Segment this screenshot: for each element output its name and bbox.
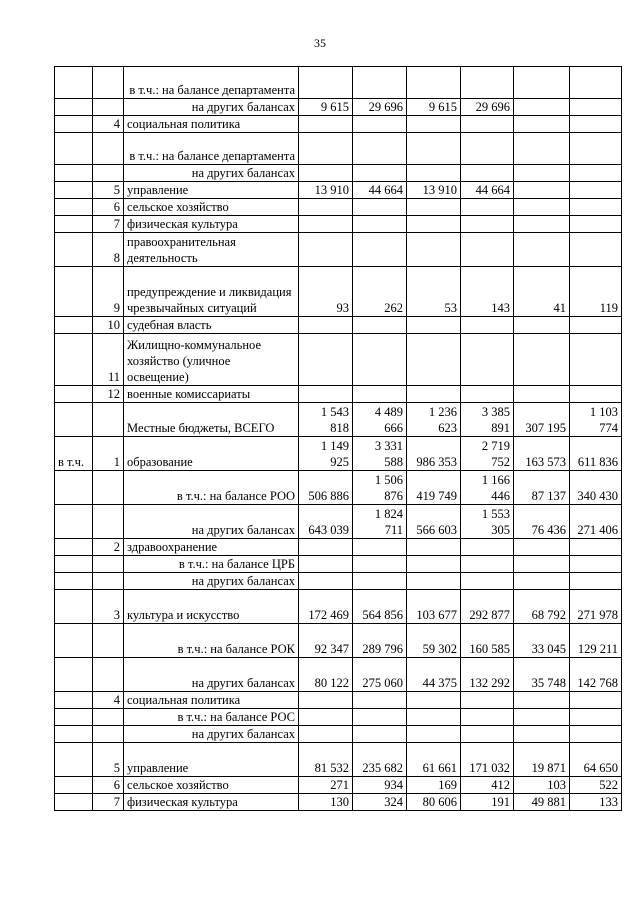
table-row <box>55 403 622 437</box>
item-name-cell: предупреждение и ликвидация чрезвычайных ситуаций <box>124 267 299 317</box>
value-cell-3 <box>407 67 461 99</box>
table-row <box>55 505 622 539</box>
group-cell <box>55 116 93 133</box>
value-cell-5 <box>514 709 570 726</box>
value-cell-1 <box>299 133 353 165</box>
value-cell-4 <box>461 709 514 726</box>
table-row <box>55 471 622 505</box>
value-cell-5: 76 436 <box>514 505 570 539</box>
value-cell-3: 986 353 <box>407 437 461 471</box>
budget-table <box>54 66 622 811</box>
value-cell-5 <box>514 573 570 590</box>
table-row <box>55 386 622 403</box>
table-row <box>55 133 622 165</box>
value-cell-6 <box>570 709 622 726</box>
value-cell-5: 33 045 <box>514 624 570 658</box>
value-cell-2 <box>353 386 407 403</box>
value-cell-6: 142 768 <box>570 658 622 692</box>
group-cell <box>55 539 93 556</box>
value-cell-5: 87 137 <box>514 471 570 505</box>
item-number-cell <box>93 726 124 743</box>
value-cell-2 <box>353 233 407 267</box>
value-cell-4: 412 <box>461 777 514 794</box>
value-cell-2 <box>353 216 407 233</box>
value-cell-5 <box>514 692 570 709</box>
table-row <box>55 116 622 133</box>
group-cell <box>55 573 93 590</box>
value-cell-6 <box>570 182 622 199</box>
value-cell-1 <box>299 216 353 233</box>
value-cell-4 <box>461 334 514 386</box>
item-name-cell: военные комиссариаты <box>124 386 299 403</box>
item-number-cell: 4 <box>93 692 124 709</box>
value-cell-4 <box>461 133 514 165</box>
table-row <box>55 267 622 317</box>
value-cell-4 <box>461 726 514 743</box>
item-number-cell: 9 <box>93 267 124 317</box>
value-cell-1: 172 469 <box>299 590 353 624</box>
value-cell-5: 41 <box>514 267 570 317</box>
value-cell-4: 143 <box>461 267 514 317</box>
value-cell-6 <box>570 539 622 556</box>
item-number-cell <box>93 471 124 505</box>
value-cell-2 <box>353 539 407 556</box>
value-cell-2: 289 796 <box>353 624 407 658</box>
item-name-cell: правоохранительная деятельность <box>124 233 299 267</box>
value-cell-1 <box>299 67 353 99</box>
value-cell-4: 3 385 891 <box>461 403 514 437</box>
value-cell-1 <box>299 539 353 556</box>
value-cell-4: 132 292 <box>461 658 514 692</box>
value-cell-2 <box>353 573 407 590</box>
value-cell-6 <box>570 116 622 133</box>
value-cell-5 <box>514 165 570 182</box>
item-name-cell: на других балансах <box>124 165 299 182</box>
value-cell-4 <box>461 573 514 590</box>
value-cell-5: 163 573 <box>514 437 570 471</box>
value-cell-2 <box>353 692 407 709</box>
value-cell-4 <box>461 317 514 334</box>
item-number-cell: 10 <box>93 317 124 334</box>
value-cell-1 <box>299 573 353 590</box>
value-cell-4 <box>461 692 514 709</box>
item-number-cell <box>93 505 124 539</box>
value-cell-2: 934 <box>353 777 407 794</box>
value-cell-6 <box>570 334 622 386</box>
table-row <box>55 573 622 590</box>
table-row <box>55 658 622 692</box>
value-cell-5 <box>514 334 570 386</box>
value-cell-6: 64 650 <box>570 743 622 777</box>
item-name-cell: управление <box>124 182 299 199</box>
item-name-cell: образование <box>124 437 299 471</box>
table-row <box>55 233 622 267</box>
value-cell-4 <box>461 116 514 133</box>
item-number-cell: 7 <box>93 216 124 233</box>
table-body <box>55 67 622 811</box>
value-cell-2: 1 824 711 <box>353 505 407 539</box>
item-number-cell: 4 <box>93 116 124 133</box>
table-row <box>55 317 622 334</box>
value-cell-6 <box>570 67 622 99</box>
item-name-cell: на других балансах <box>124 99 299 116</box>
value-cell-6 <box>570 573 622 590</box>
value-cell-2 <box>353 556 407 573</box>
item-number-cell <box>93 165 124 182</box>
item-name-cell: физическая культура <box>124 794 299 811</box>
item-number-cell: 5 <box>93 743 124 777</box>
group-cell <box>55 709 93 726</box>
value-cell-3: 419 749 <box>407 471 461 505</box>
value-cell-3: 59 302 <box>407 624 461 658</box>
item-name-cell: на других балансах <box>124 573 299 590</box>
table-row <box>55 743 622 777</box>
table-row <box>55 794 622 811</box>
group-cell <box>55 505 93 539</box>
group-cell <box>55 182 93 199</box>
value-cell-6: 1 103 774 <box>570 403 622 437</box>
value-cell-1: 271 <box>299 777 353 794</box>
value-cell-3 <box>407 692 461 709</box>
value-cell-3 <box>407 216 461 233</box>
value-cell-4 <box>461 199 514 216</box>
value-cell-3 <box>407 317 461 334</box>
value-cell-3: 61 661 <box>407 743 461 777</box>
group-cell <box>55 556 93 573</box>
value-cell-6: 340 430 <box>570 471 622 505</box>
value-cell-4 <box>461 386 514 403</box>
value-cell-6: 133 <box>570 794 622 811</box>
item-number-cell <box>93 658 124 692</box>
group-cell <box>55 743 93 777</box>
value-cell-5: 68 792 <box>514 590 570 624</box>
value-cell-2 <box>353 116 407 133</box>
value-cell-4 <box>461 216 514 233</box>
value-cell-6: 129 211 <box>570 624 622 658</box>
item-number-cell <box>93 67 124 99</box>
item-number-cell: 6 <box>93 199 124 216</box>
item-name-cell: культура и искусство <box>124 590 299 624</box>
group-cell <box>55 403 93 437</box>
value-cell-4: 292 877 <box>461 590 514 624</box>
group-cell: в т.ч. <box>55 437 93 471</box>
item-number-cell: 1 <box>93 437 124 471</box>
value-cell-2 <box>353 67 407 99</box>
value-cell-3: 566 603 <box>407 505 461 539</box>
item-number-cell <box>93 403 124 437</box>
item-number-cell <box>93 709 124 726</box>
value-cell-2 <box>353 133 407 165</box>
value-cell-3 <box>407 334 461 386</box>
value-cell-1 <box>299 334 353 386</box>
value-cell-2: 29 696 <box>353 99 407 116</box>
value-cell-2: 1 506 876 <box>353 471 407 505</box>
item-name-cell: в т.ч.: на балансе департамента <box>124 67 299 99</box>
value-cell-2: 3 331 588 <box>353 437 407 471</box>
value-cell-1 <box>299 556 353 573</box>
value-cell-1 <box>299 386 353 403</box>
value-cell-1: 13 910 <box>299 182 353 199</box>
value-cell-1 <box>299 116 353 133</box>
value-cell-3: 80 606 <box>407 794 461 811</box>
value-cell-6: 522 <box>570 777 622 794</box>
value-cell-4: 29 696 <box>461 99 514 116</box>
value-cell-6 <box>570 216 622 233</box>
value-cell-3 <box>407 726 461 743</box>
value-cell-2: 262 <box>353 267 407 317</box>
value-cell-2 <box>353 199 407 216</box>
group-cell <box>55 199 93 216</box>
value-cell-6 <box>570 726 622 743</box>
item-number-cell: 5 <box>93 182 124 199</box>
item-number-cell <box>93 624 124 658</box>
item-number-cell: 12 <box>93 386 124 403</box>
value-cell-5 <box>514 539 570 556</box>
group-cell <box>55 692 93 709</box>
value-cell-3 <box>407 573 461 590</box>
value-cell-5 <box>514 233 570 267</box>
value-cell-3 <box>407 386 461 403</box>
value-cell-1 <box>299 165 353 182</box>
value-cell-5 <box>514 99 570 116</box>
value-cell-1: 506 886 <box>299 471 353 505</box>
item-number-cell <box>93 99 124 116</box>
table-row <box>55 216 622 233</box>
value-cell-1 <box>299 199 353 216</box>
item-name-cell: в т.ч.: на балансе РОК <box>124 624 299 658</box>
value-cell-1: 80 122 <box>299 658 353 692</box>
value-cell-3: 44 375 <box>407 658 461 692</box>
value-cell-3: 9 615 <box>407 99 461 116</box>
item-name-cell: на других балансах <box>124 726 299 743</box>
value-cell-4 <box>461 67 514 99</box>
item-name-cell: управление <box>124 743 299 777</box>
table-row <box>55 556 622 573</box>
value-cell-2: 235 682 <box>353 743 407 777</box>
value-cell-1 <box>299 709 353 726</box>
value-cell-5 <box>514 556 570 573</box>
group-cell <box>55 165 93 182</box>
table-row <box>55 334 622 386</box>
value-cell-6 <box>570 386 622 403</box>
value-cell-6: 271 406 <box>570 505 622 539</box>
value-cell-5: 307 195 <box>514 403 570 437</box>
group-cell <box>55 334 93 386</box>
item-number-cell: 11 <box>93 334 124 386</box>
item-name-cell: на других балансах <box>124 658 299 692</box>
value-cell-4 <box>461 233 514 267</box>
value-cell-6 <box>570 692 622 709</box>
table-row <box>55 67 622 99</box>
item-name-cell: судебная власть <box>124 317 299 334</box>
value-cell-5 <box>514 386 570 403</box>
value-cell-3 <box>407 556 461 573</box>
item-name-cell: в т.ч.: на балансе РОО <box>124 471 299 505</box>
item-name-cell: на других балансах <box>124 505 299 539</box>
item-number-cell <box>93 556 124 573</box>
group-cell <box>55 658 93 692</box>
item-name-cell: Жилищно-коммунальное хозяйство (уличное освещение) <box>124 334 299 386</box>
value-cell-5 <box>514 317 570 334</box>
value-cell-5 <box>514 726 570 743</box>
value-cell-2: 4 489 666 <box>353 403 407 437</box>
value-cell-3 <box>407 539 461 556</box>
value-cell-6 <box>570 556 622 573</box>
group-cell <box>55 386 93 403</box>
item-number-cell <box>93 573 124 590</box>
value-cell-1 <box>299 317 353 334</box>
value-cell-5: 35 748 <box>514 658 570 692</box>
value-cell-5 <box>514 182 570 199</box>
value-cell-2: 44 664 <box>353 182 407 199</box>
group-cell <box>55 133 93 165</box>
item-name-cell: социальная политика <box>124 692 299 709</box>
value-cell-3 <box>407 165 461 182</box>
group-cell <box>55 794 93 811</box>
table-row <box>55 777 622 794</box>
value-cell-6 <box>570 317 622 334</box>
item-number-cell: 7 <box>93 794 124 811</box>
value-cell-1: 9 615 <box>299 99 353 116</box>
group-cell <box>55 317 93 334</box>
value-cell-3: 169 <box>407 777 461 794</box>
value-cell-2 <box>353 165 407 182</box>
value-cell-3 <box>407 116 461 133</box>
item-number-cell: 3 <box>93 590 124 624</box>
value-cell-5 <box>514 199 570 216</box>
item-number-cell: 6 <box>93 777 124 794</box>
value-cell-3 <box>407 233 461 267</box>
item-number-cell: 2 <box>93 539 124 556</box>
value-cell-1: 1 149 925 <box>299 437 353 471</box>
value-cell-3 <box>407 199 461 216</box>
item-name-cell: в т.ч.: на балансе департамента <box>124 133 299 165</box>
group-cell <box>55 99 93 116</box>
value-cell-1: 643 039 <box>299 505 353 539</box>
value-cell-3 <box>407 133 461 165</box>
table-row <box>55 726 622 743</box>
value-cell-2: 564 856 <box>353 590 407 624</box>
value-cell-4: 44 664 <box>461 182 514 199</box>
item-name-cell: физическая культура <box>124 216 299 233</box>
item-number-cell <box>93 133 124 165</box>
table-row <box>55 709 622 726</box>
group-cell <box>55 777 93 794</box>
value-cell-4: 2 719 752 <box>461 437 514 471</box>
value-cell-4 <box>461 556 514 573</box>
item-name-cell: сельское хозяйство <box>124 777 299 794</box>
table-row <box>55 437 622 471</box>
group-cell <box>55 471 93 505</box>
group-cell <box>55 590 93 624</box>
table-row <box>55 165 622 182</box>
item-name-cell: Местные бюджеты, ВСЕГО <box>124 403 299 437</box>
value-cell-4: 171 032 <box>461 743 514 777</box>
value-cell-3: 1 236 623 <box>407 403 461 437</box>
value-cell-5 <box>514 116 570 133</box>
value-cell-2 <box>353 709 407 726</box>
value-cell-1: 81 532 <box>299 743 353 777</box>
group-cell <box>55 726 93 743</box>
value-cell-4: 1 166 446 <box>461 471 514 505</box>
table-row <box>55 590 622 624</box>
item-name-cell: в т.ч.: на балансе ЦРБ <box>124 556 299 573</box>
value-cell-1: 130 <box>299 794 353 811</box>
table-row <box>55 692 622 709</box>
value-cell-5: 103 <box>514 777 570 794</box>
value-cell-4: 160 585 <box>461 624 514 658</box>
value-cell-6 <box>570 199 622 216</box>
item-name-cell: здравоохранение <box>124 539 299 556</box>
value-cell-1: 92 347 <box>299 624 353 658</box>
table-row <box>55 624 622 658</box>
value-cell-4: 1 553 305 <box>461 505 514 539</box>
group-cell <box>55 624 93 658</box>
item-number-cell: 8 <box>93 233 124 267</box>
value-cell-5 <box>514 133 570 165</box>
group-cell <box>55 67 93 99</box>
value-cell-6: 611 836 <box>570 437 622 471</box>
value-cell-5: 49 881 <box>514 794 570 811</box>
value-cell-6 <box>570 233 622 267</box>
item-name-cell: сельское хозяйство <box>124 199 299 216</box>
table-row <box>55 199 622 216</box>
value-cell-2: 324 <box>353 794 407 811</box>
value-cell-1 <box>299 692 353 709</box>
value-cell-6: 119 <box>570 267 622 317</box>
value-cell-1: 93 <box>299 267 353 317</box>
value-cell-4 <box>461 165 514 182</box>
value-cell-6: 271 978 <box>570 590 622 624</box>
group-cell <box>55 216 93 233</box>
value-cell-6 <box>570 99 622 116</box>
page-number: 35 <box>314 36 326 50</box>
value-cell-5: 19 871 <box>514 743 570 777</box>
value-cell-6 <box>570 133 622 165</box>
value-cell-2 <box>353 726 407 743</box>
value-cell-3: 103 677 <box>407 590 461 624</box>
table-row <box>55 182 622 199</box>
group-cell <box>55 233 93 267</box>
item-name-cell: в т.ч.: на балансе РОС <box>124 709 299 726</box>
value-cell-2 <box>353 334 407 386</box>
value-cell-3: 53 <box>407 267 461 317</box>
value-cell-5 <box>514 67 570 99</box>
table-row <box>55 99 622 116</box>
value-cell-2 <box>353 317 407 334</box>
table-row <box>55 539 622 556</box>
value-cell-1: 1 543 818 <box>299 403 353 437</box>
value-cell-6 <box>570 165 622 182</box>
value-cell-3: 13 910 <box>407 182 461 199</box>
item-name-cell: социальная политика <box>124 116 299 133</box>
value-cell-3 <box>407 709 461 726</box>
value-cell-1 <box>299 233 353 267</box>
value-cell-4 <box>461 539 514 556</box>
value-cell-4: 191 <box>461 794 514 811</box>
value-cell-2: 275 060 <box>353 658 407 692</box>
group-cell <box>55 267 93 317</box>
value-cell-1 <box>299 726 353 743</box>
value-cell-5 <box>514 216 570 233</box>
